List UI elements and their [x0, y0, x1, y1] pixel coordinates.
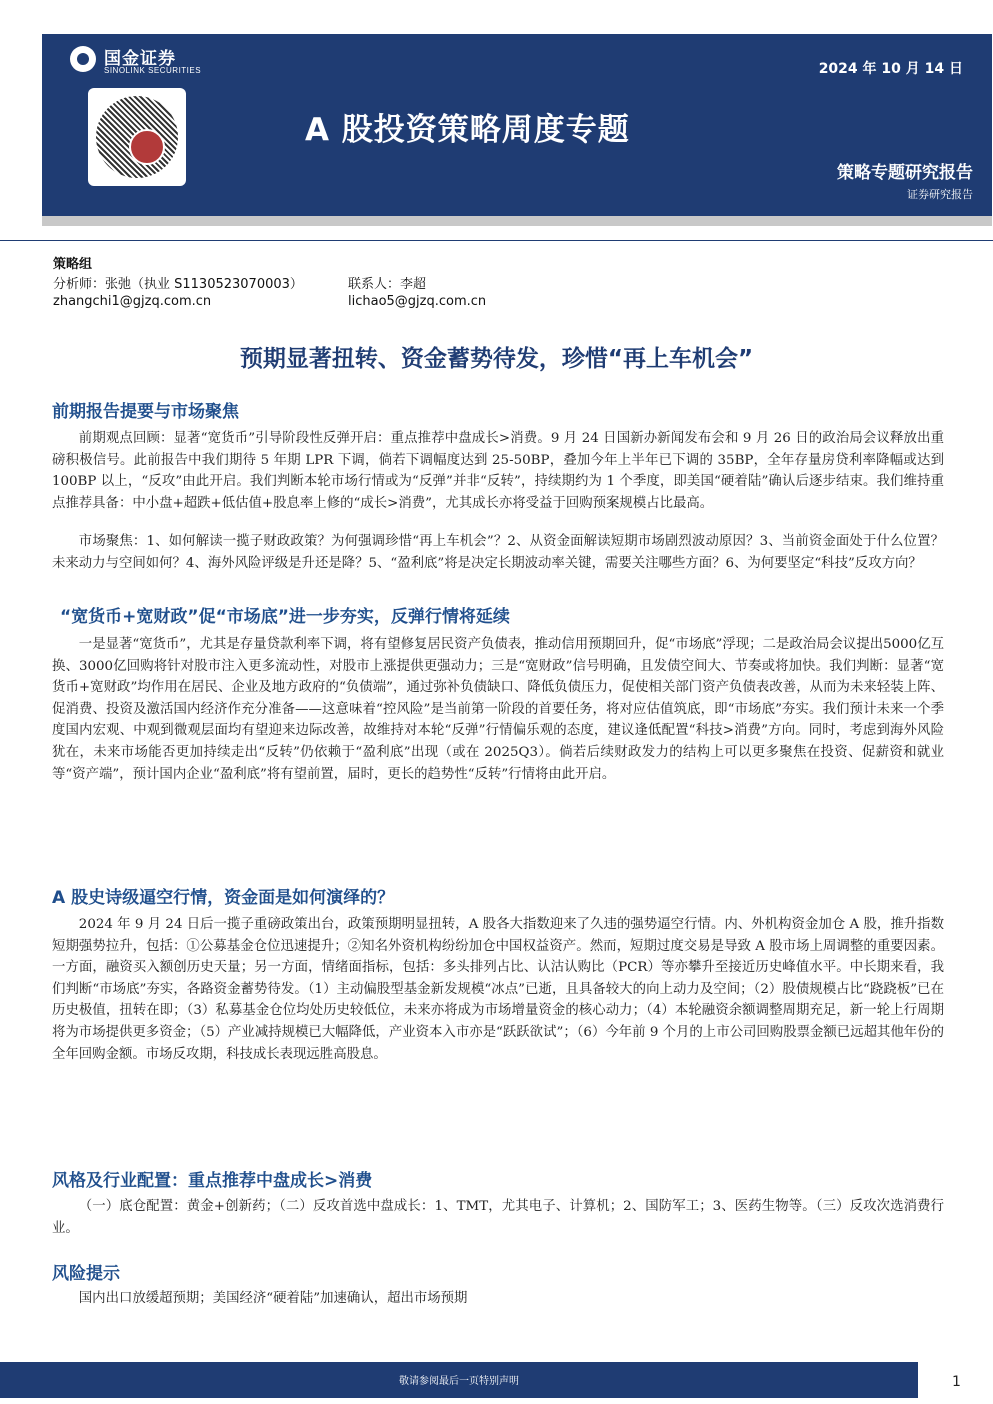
report-title: A 股投资策略周度专题 [305, 112, 630, 148]
company-logo-icon [70, 46, 96, 72]
footer-disclaimer: 敬请参阅最后一页特别声明 [399, 1376, 519, 1387]
body-paragraph: 2024 年 9 月 24 日后一揽子重磅政策出台，政策预期明显扭转，A 股各大指数迎来了久违的强势逼空行情。内、外机构资金加仓 A 股，推升指数短期强势拉升，包括：①公募基金仓位迅速提升；②知名外资机构纷纷加仓中国权益资产。然而，短期过度交易是导致 A 股市场上周调整的重要因素。一方面，融资买入额创历史天量；另一方面，情绪面指标，包括：多头排列占比、认沽认购比（PCR）等亦攀升至接近历史峰值水平。中长期来看，我们判断“市场底”夯实，各路资金蓄势待发。（1）主动偏股型基金新发规模“冰点”已逝，且具备较大的向上动力及空间；（2）股债规模占比“跷跷板”已在历史极值，扭转在即；（3）私募基金仓位均处历史较低位，未来亦将成为市场增量资金的核心动力；（4）本轮融资余额调整周期充足，新一轮上行周期将为市场提供更多资金；（5）产业减持规模已大幅降低，产业资本入市亦是“跃跃欲试”；（6）今年前 9 个月的上市公司回购股票金额已远超其他年份的全年回购金额。市场反攻期，科技成长表现远胜高股息。 [52, 917, 944, 1062]
body-paragraph: （一）底仓配置：黄金+创新药；（二）反攻首选中盘成长：1、TMT，尤其电子、计算机；2、国防军工；3、医药生物等。（三）反攻次选消费行业。 [52, 1199, 944, 1236]
report-type: 策略专题研究报告 [837, 163, 973, 183]
report-subtype: 证券研究报告 [907, 188, 973, 201]
qr-code-icon [88, 88, 186, 186]
section-heading: 风格及行业配置：重点推荐中盘成长>消费 [52, 1171, 373, 1191]
body-paragraph: 前期观点回顾：显著“宽货币”引导阶段性反弹开启：重点推荐中盘成长>消费。9 月 24 日国新办新闻发布会和 9 月 26 日的政治局会议释放出重磅积极信号。此前报告中我们期待 5 年期 LPR 下调，倘若下调幅度达到 25-50BP，叠加今年上半年已下调的 35BP，全年存量房贷利率降幅或达到 100BP 以上，“反攻”由此开启。我们判断本轮市场行情或为“反弹”并非“反转”，持续期约为 1 个季度，即美国“硬着陆”确认后逐步结束。我们维持重点推荐具备：中小盘+超跌+低估值+股息率上修的“成长>消费”，尤其成长亦将受益于回购预案规模占比最高。 [52, 431, 944, 511]
analyst-info: 分析师：张弛（执业 S1130523070003） [53, 277, 303, 292]
section-heading: A 股史诗级逼空行情，资金面是如何演绎的？ [52, 888, 395, 908]
section-heading: 风险提示 [52, 1264, 120, 1284]
contact-info: 联系人：李超 [348, 277, 427, 292]
body-paragraph: 一是显著“宽货币”，尤其是存量贷款利率下调，将有望修复居民资产负债表，推动信用预期回升，促“市场底”浮现；二是政治局会议提出5000亿互换、3000亿回购将针对股市注入更多流动性，对股市上涨提供更强动力；三是“宽财政”信号明确，且发债空间大、节奏或将加快。我们判断：显著“宽货币+宽财政”均作用在居民、企业及地方政府的“负债端”，通过弥补负债缺口、降低负债压力，促使相关部门资产负债表改善，从而为未来轻装上阵、促消费、投资及激活国内经济作充分准备——这意味着“控风险”是当前第一阶段的首要任务，将对应估值筑底，即“市场底”夯实。我们预计未来一个季度国内宏观、中观到微观层面均有望迎来边际改善，故维持对本轮“反弹”行情偏乐观的态度，建议逢低配置“科技>消费”方向。同时，考虑到海外风险犹在，未来市场能否更加持续走出“反转”仍依赖于“盈利底”出现（或在 2025Q3）。倘若后续财政发力的结构上可以更多聚焦在投资、促薪资和就业等“资产端”，预计国内企业“盈利底”将有望前置，届时，更长的趋势性“反转”行情将由此开启。 [52, 637, 944, 782]
logo-english-name: SINOLINK SECURITIES [104, 66, 202, 75]
team-name: 策略组 [53, 257, 93, 272]
analyst-email[interactable]: zhangchi1@gjzq.com.cn [53, 294, 212, 309]
report-headline: 预期显著扭转、资金蓄势待发，珍惜“再上车机会” [239, 346, 754, 372]
report-date: 2024 年 10 月 14 日 [818, 61, 963, 77]
contact-email[interactable]: lichao5@gjzq.com.cn [348, 294, 487, 309]
section-heading: “宽货币+宽财政”促“市场底”进一步夯实，反弹行情将延续 [60, 607, 510, 627]
header-shadow [42, 216, 992, 226]
logo-name: 国金证券 [104, 49, 176, 69]
section-heading: 前期报告提要与市场聚焦 [52, 402, 239, 422]
divider [0, 240, 993, 241]
body-paragraph: 市场聚焦：1、如何解读一揽子财政政策？为何强调珍惜“再上车机会”？2、从资金面解读短期市场剧烈波动原因？3、当前资金面处于什么位置？未来动力与空间如何？4、海外风险评级是升还是降？5、“盈利底”将是决定长期波动率关键，需要关注哪些方面？6、为何要坚定“科技”反攻方向？ [52, 534, 944, 571]
page-number: 1 [952, 1374, 961, 1390]
body-paragraph: 国内出口放缓超预期；美国经济“硬着陆”加速确认，超出市场预期 [78, 1291, 468, 1306]
